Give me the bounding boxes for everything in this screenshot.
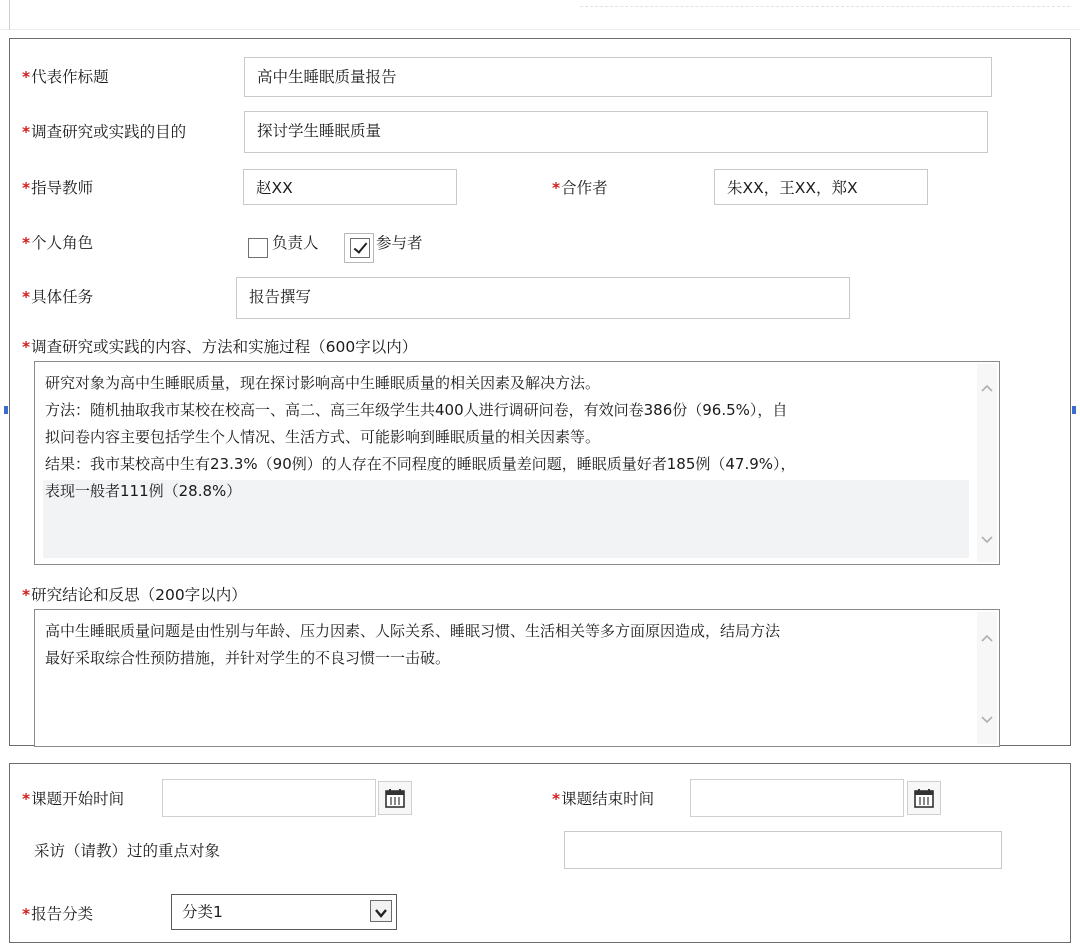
required-mark: * — [22, 234, 31, 252]
role-leader-label: 负责人 — [272, 234, 319, 252]
scroll-down-icon[interactable] — [981, 714, 993, 726]
conclusion-label: *研究结论和反思（200字以内） — [22, 586, 247, 604]
partners-input[interactable]: 朱XX，王XX，郑X — [714, 169, 928, 205]
required-mark: * — [22, 790, 31, 808]
right-edge-marker — [1072, 406, 1076, 414]
start-time-input[interactable] — [162, 779, 376, 817]
start-time-label: *课题开始时间 — [22, 790, 125, 808]
title-label: *代表作标题 — [22, 68, 109, 86]
top-window-edge — [0, 0, 1080, 30]
role-label: *个人角色 — [22, 234, 94, 252]
required-mark: * — [22, 905, 31, 923]
purpose-label: *调查研究或实践的目的 — [22, 123, 187, 141]
partners-label: *合作者 — [552, 179, 608, 197]
required-mark: * — [22, 288, 31, 306]
left-edge-stub — [0, 0, 10, 30]
interviewees-label: 采访（请教）过的重点对象 — [34, 842, 221, 860]
content-line: 研究对象为高中生睡眠质量，现在探讨影响高中生睡眠质量的相关因素及解决方法。 — [45, 374, 601, 392]
end-time-label: *课题结束时间 — [552, 790, 655, 808]
role-participant-checkbox[interactable] — [350, 238, 370, 258]
role-leader-checkbox[interactable] — [248, 238, 268, 258]
conclusion-scrollbar[interactable] — [977, 612, 997, 744]
category-dropdown-button[interactable] — [370, 900, 392, 922]
calendar-icon — [913, 787, 935, 809]
content-label: *调查研究或实践的内容、方法和实施过程（600字以内） — [22, 338, 418, 356]
left-edge-marker — [4, 406, 8, 414]
conclusion-textarea[interactable] — [34, 609, 1000, 747]
conclusion-line: 最好采取综合性预防措施，并针对学生的不良习惯一一击破。 — [45, 649, 451, 667]
scroll-down-icon[interactable] — [981, 534, 993, 546]
content-line: 结果：我市某校高中生有23.3%（90例）的人存在不同程度的睡眠质量差问题，睡眠质量好者185例（47.9%）， — [45, 455, 796, 473]
required-mark: * — [552, 179, 561, 197]
start-date-picker-button[interactable] — [378, 781, 412, 815]
scroll-up-icon[interactable] — [981, 632, 993, 644]
content-line: 表现一般者111例（28.8%） — [45, 482, 242, 500]
end-date-picker-button[interactable] — [907, 781, 941, 815]
schedule-panel — [9, 763, 1071, 943]
task-label: *具体任务 — [22, 288, 94, 306]
chevron-down-icon — [371, 903, 391, 923]
scroll-up-icon[interactable] — [981, 382, 993, 394]
teacher-input[interactable]: 赵XX — [243, 169, 457, 205]
role-participant-label: 参与者 — [376, 234, 423, 252]
required-mark: * — [22, 338, 31, 356]
required-mark: * — [22, 68, 31, 86]
calendar-icon — [384, 787, 406, 809]
category-select[interactable] — [171, 894, 397, 930]
content-line: 方法：随机抽取我市某校在校高一、高二、高三年级学生共400人进行调研问卷，有效问卷386份（96.5%），自 — [45, 401, 788, 419]
end-time-input[interactable] — [690, 779, 904, 817]
required-mark: * — [552, 790, 561, 808]
faint-divider — [580, 6, 1070, 7]
teacher-label: *指导教师 — [22, 179, 94, 197]
title-input[interactable]: 高中生睡眠质量报告 — [244, 57, 992, 97]
conclusion-line: 高中生睡眠质量问题是由性别与年龄、压力因素、人际关系、睡眠习惯、生活相关等多方面原因造成，结局方法 — [45, 622, 781, 640]
category-selected-value: 分类1 — [182, 903, 223, 921]
required-mark: * — [22, 586, 31, 604]
report-details-panel — [9, 38, 1071, 746]
content-line: 拟问卷内容主要包括学生个人情况、生活方式、可能影响到睡眠质量的相关因素等。 — [45, 428, 601, 446]
required-mark: * — [22, 123, 31, 141]
purpose-input[interactable]: 探讨学生睡眠质量 — [244, 111, 988, 153]
category-label: *报告分类 — [22, 905, 94, 923]
content-textarea[interactable] — [34, 361, 1000, 565]
content-scrollbar[interactable] — [977, 364, 997, 562]
required-mark: * — [22, 179, 31, 197]
task-input[interactable]: 报告撰写 — [236, 277, 850, 319]
interviewees-input[interactable] — [564, 831, 1002, 869]
